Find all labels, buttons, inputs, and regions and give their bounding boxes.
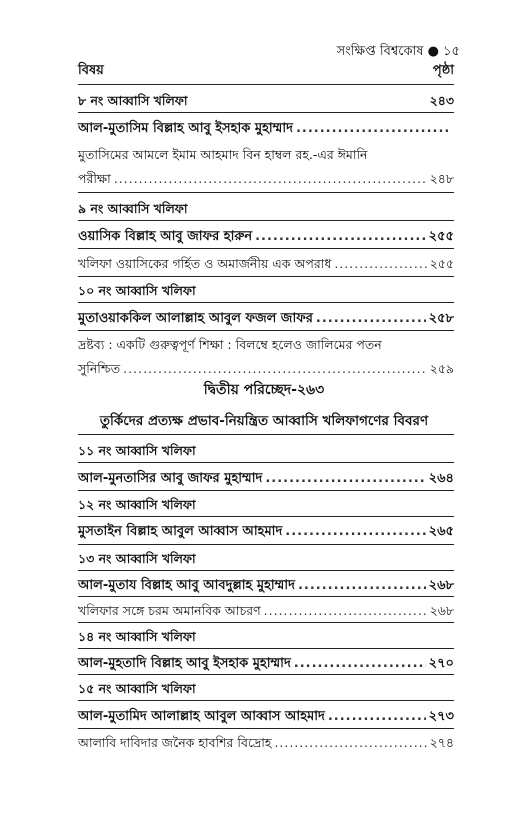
caliph-heading-11: ১১ নং আব্বাসি খলিফা [78,443,196,458]
divider [78,302,454,303]
caliph-heading-10: ১০ নং আব্বাসি খলিফা [78,283,196,298]
toc-entry-zanj-revolt: আলাবি দাবিদার জনৈক হাবশির বিদ্রোহ ..... ২৭৪ [78,728,454,752]
page-number: ২৭৩ [428,709,454,724]
page-column-header: পৃষ্ঠা [432,63,454,78]
page-number: ২৬৮ [429,603,454,618]
toc-entry-mutazz: আল-মুতায বিল্লাহ আবু আবদুল্লাহ মুহাম্মাদ ..... ২৬৮ [78,571,454,595]
dot-leader [255,228,426,246]
page-number: ২৫৫ [428,229,454,244]
page-number: ২৪৩ [429,93,454,108]
toc-entry-wathiq-crime: খলিফা ওয়াসিকের গর্হিত ও অমার্জনীয় এক অপরাধ ..... ২৫৫ [78,249,454,273]
caliph-heading-9: ৯ নং আব্বাসি খলিফা [78,201,188,216]
page-number: ২৭৪ [429,735,454,750]
subject-column-header: বিষয় [78,63,104,78]
caliph-heading-8: ৮ নং আব্বাসি খলিফা ২৪৩ [78,93,454,108]
toc-entry-lesson-line1: দ্রষ্টব্য : একটি গুরুত্বপূর্ণ শিক্ষা : বিলম্বে হলেও জালিমের পতন [78,337,382,352]
page-number: ২৬৮ [428,578,454,593]
chapter-subtitle: তুর্কিদের প্রত্যক্ষ প্রভাব-নিয়ন্ত্রিত আব্বাসি খলিফাগণের বিবরণ [99,413,429,429]
caliph-heading-12: ১২ নং আব্বাসি খলিফা [78,497,196,512]
column-headers [78,56,454,80]
dot-leader [114,170,427,188]
toc-entry-lesson-line2: সুনিশ্চিত ..... ২৫৯ [78,354,454,378]
dot-leader [298,577,426,595]
toc-entry-imtihan-line2: পরীক্ষা ..... ২৪৮ [78,164,454,188]
toc-entry-mutamid: আল-মুতামিদ আলাল্লাহ আবুল আব্বাস আহমাদ ..... ২৭৩ [78,702,454,726]
toc-entry-inhuman-treatment: খলিফার সঙ্গে চরম অমানবিক আচরণ ..... ২৬৮ [78,596,454,620]
caliph-heading-13: ১৩ নং আব্বাসি খলিফা [78,551,196,566]
toc-entry-muhtadi: আল-মুহতাদি বিল্লাহ আবু ইসহাক মুহাম্মাদ ..... ২৭০ [78,649,454,673]
divider [78,220,454,221]
page-number: ২৭০ [428,656,454,671]
dot-leader [274,734,426,752]
header-rule [78,84,454,85]
divider [78,192,454,193]
caliph-heading-15: ১৫ নং আব্বাসি খলিফা [78,681,196,696]
page-number: ২৬৫ [428,524,454,539]
dot-leader [294,655,426,673]
toc-entry-imtihan-line1: মুতাসিমের আমলে ইমাম আহমাদ বিন হাম্বল রহ.-এর ঈমানি [78,147,368,162]
dot-leader [316,310,426,328]
toc-entry-muntasir: আল-মুনতাসির আবু জাফর মুহাম্মাদ ..... ২৬৪ [78,464,454,488]
dot-leader [264,602,427,620]
divider [78,700,454,701]
dot-leader [328,708,426,726]
dot-leader [296,120,451,138]
divider [78,434,454,435]
divider [78,462,454,463]
toc-entry-mutawakkil: মুতাওয়াককিল আলাল্লাহ আবুল ফজল জাফর ..... ২৫৮ [78,304,454,328]
dot-leader [334,255,426,273]
dot-leader [285,523,425,541]
divider [78,112,454,113]
toc-entry-wathiq: ওয়াসিক বিল্লাহ আবু জাফর হারুন ..... ২৫৫ [78,222,454,246]
caliph-heading-14: ১৪ নং আব্বাসি খলিফা [78,629,196,644]
running-header: সংক্ষিপ্ত বিশ্বকোষ ● ১৫ [336,44,460,59]
chapter-title: দ্বিতীয় পরিচ্ছেদ-২৬৩ [203,382,325,398]
page-number: ২৫৮ [428,311,454,326]
dot-leader [265,470,425,488]
page-number: ২৫৫ [429,256,454,271]
toc-entry-al-mutasim: আল-মুতাসিম বিল্লাহ আবু ইসহাক মুহাম্মাদ ..... [78,114,454,138]
page-number: ২৪৮ [429,171,454,186]
page-number: ২৬৪ [428,471,454,486]
dot-leader [123,360,426,378]
page-number: ২৫৯ [429,361,454,376]
toc-entry-mustain: মুসতাইন বিল্লাহ আবুল আব্বাস আহমাদ ..... ২৬৫ [78,517,454,541]
